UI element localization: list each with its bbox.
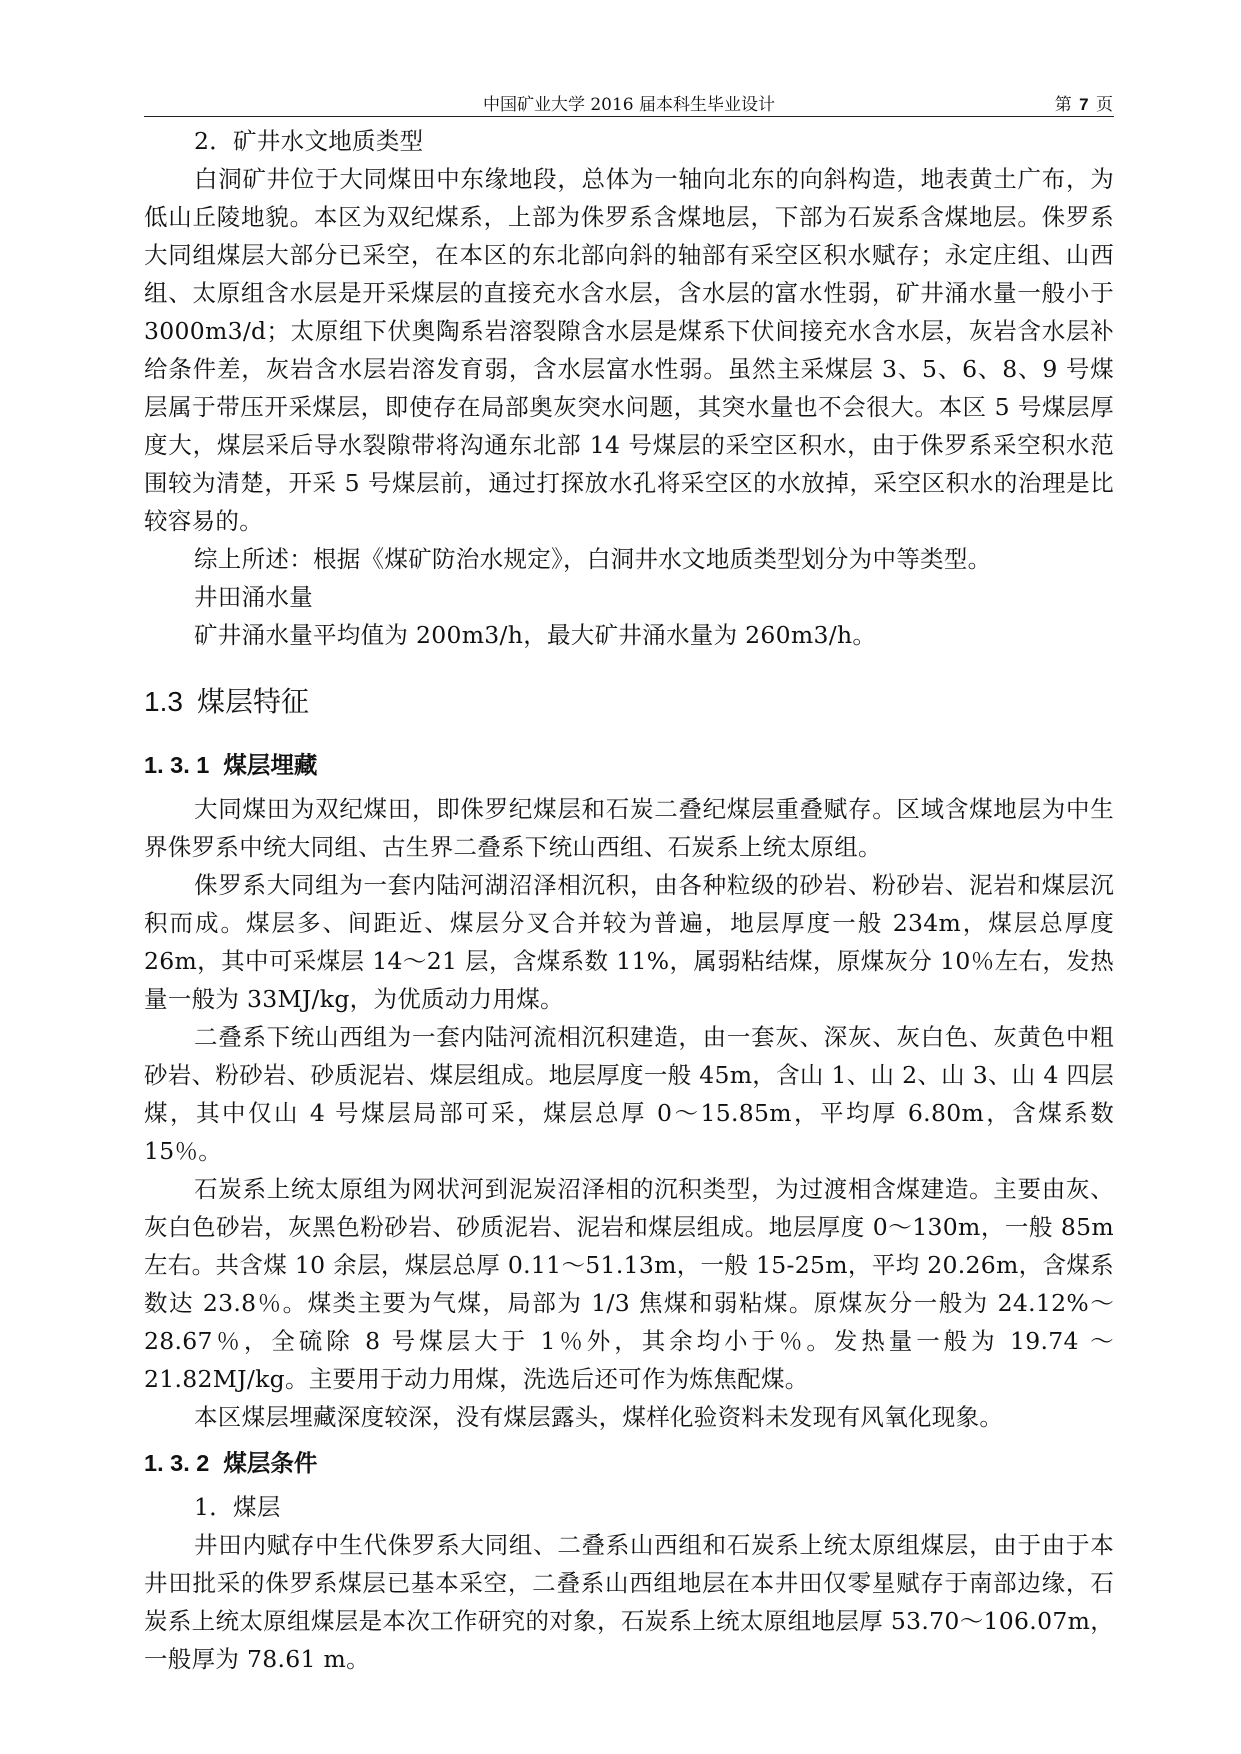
section-title: 煤层特征 xyxy=(196,686,309,717)
water-inflow-heading: 井田涌水量 xyxy=(194,583,313,611)
section-heading-1-3-2 xyxy=(144,1444,1114,1482)
hydro-paragraph: 白洞矿井位于大同煤田中东缘地段，总体为一轴向北东的向斜构造，地表黄土广布，为低山丘陵地貌。本区为双纪煤系，上部为侏罗系含煤地层，下部为石炭系含煤地层。侏罗系大同组煤层大部分已采空，在本区的东北部向斜的轴部有采空区积水赋存；永定庄组、山西组、太原组含水层是开采煤层的直接充水含水层，含水层的富水性弱，矿井涌水量一般小于 3000m3/d；太原组下伏奥陶系岩溶裂隙含水层是煤系下伏间接充水含水层，灰岩含水层补给条件差，灰岩含水层岩溶发育弱，含水层富水性弱。虽然主采煤层 3、5、6、8、9 号煤层属于带压开采煤层，即使存在局部奥灰突水问题，其突水量也不会很大。本区 5 号煤层厚度大，煤层采后导水裂隙带将沟通东北部 14 号煤层的采空区积水，由于侏罗系采空积水范围较为清楚，开采 5 号煤层前，通过打探放水孔将采空区的水放掉，采空区积水的治理是比较容易的。 xyxy=(144,165,1114,535)
body-paragraph: 石炭系上统太原组为网状河到泥炭沼泽相的沉积类型，为过渡相含煤建造。主要由灰、灰白色砂岩，灰黑色粉砂岩、砂质泥岩、泥岩和煤层组成。地层厚度 0～130m，一般 85m 左右。共含煤 10 余层，煤层总厚 0.11～51.13m，一般 15-25m，平均 20.26m，含煤系数达 23.8％。煤类主要为气煤，局部为 1/3 焦煤和弱粘煤。原煤灰分一般为 24.12%～28.67％，全硫除 8 号煤层大于 1％外，其余均小于％。发热量一般为 19.74 ～21.82MJ/kg。主要用于动力用煤，洗选后还可作为炼焦配煤。 xyxy=(144,1175,1114,1393)
hydro-type-heading: 2．矿井水文地质类型 xyxy=(194,127,424,155)
section-heading-1-3 xyxy=(144,682,1114,722)
hydro-conclusion: 综上所述：根据《煤矿防治水规定》，白洞井水文地质类型划分为中等类型。 xyxy=(194,545,992,573)
page-suffix: 页 xyxy=(1096,95,1114,115)
section-heading-1-3-1 xyxy=(144,746,1114,784)
header-title: 中国矿业大学 2016 届本科生毕业设计 xyxy=(482,95,776,115)
body-paragraph: 本区煤层埋藏深度较深，没有煤层露头，煤样化验资料未发现有风氧化现象。 xyxy=(194,1403,1004,1431)
body-paragraph: 井田内赋存中生代侏罗系大同组、二叠系山西组和石炭系上统太原组煤层，由于由于本井田批采的侏罗系煤层已基本采空，二叠系山西组地层在本井田仅零星赋存于南部边缘，石炭系上统太原组煤层是本次工作研究的对象，石炭系上统太原组地层厚 53.70～106.07m，一般厚为 78.61 m。 xyxy=(144,1531,1114,1673)
section-number: 1. 3. 2 xyxy=(144,1450,210,1476)
body-paragraph: 大同煤田为双纪煤田，即侏罗纪煤层和石炭二叠纪煤层重叠赋存。区域含煤地层为中生界侏罗系中统大同组、古生界二叠系下统山西组、石炭系上统太原组。 xyxy=(144,795,1114,861)
water-inflow-paragraph: 矿井涌水量平均值为 200m3/h，最大矿井涌水量为 260m3/h。 xyxy=(194,621,877,649)
page-number-label xyxy=(1055,90,1114,115)
section-number: 1. 3. 1 xyxy=(144,752,210,778)
body-paragraph: 侏罗系大同组为一套内陆河湖沼泽相沉积，由各种粒级的砂岩、粉砂岩、泥岩和煤层沉积而成。煤层多、间距近、煤层分叉合并较为普遍，地层厚度一般 234m，煤层总厚度 26m，其中可采煤层 14～21 层，含煤系数 11%，属弱粘结煤，原煤灰分 10％左右，发热量一般为 33MJ/kg，为优质动力用煤。 xyxy=(144,871,1114,1013)
section-number: 1.3 xyxy=(144,686,183,717)
page-number: 7 xyxy=(1079,95,1090,114)
page-prefix: 第 xyxy=(1054,95,1073,115)
document-body xyxy=(144,122,1114,1678)
body-paragraph: 二叠系下统山西组为一套内陆河流相沉积建造，由一套灰、深灰、灰白色、灰黄色中粗砂岩、粉砂岩、砂质泥岩、煤层组成。地层厚度一般 45m，含山 1、山 2、山 3、山 4 四层煤，其中仅山 4 号煤层局部可采，煤层总厚 0～15.85m，平均厚 6.80m，含煤系数 15％。 xyxy=(144,1023,1114,1165)
page-header xyxy=(144,86,1114,117)
section-title: 煤层条件 xyxy=(223,1450,318,1476)
section-title: 煤层埋藏 xyxy=(223,752,318,778)
list-item-heading: 1．煤层 xyxy=(194,1493,281,1521)
